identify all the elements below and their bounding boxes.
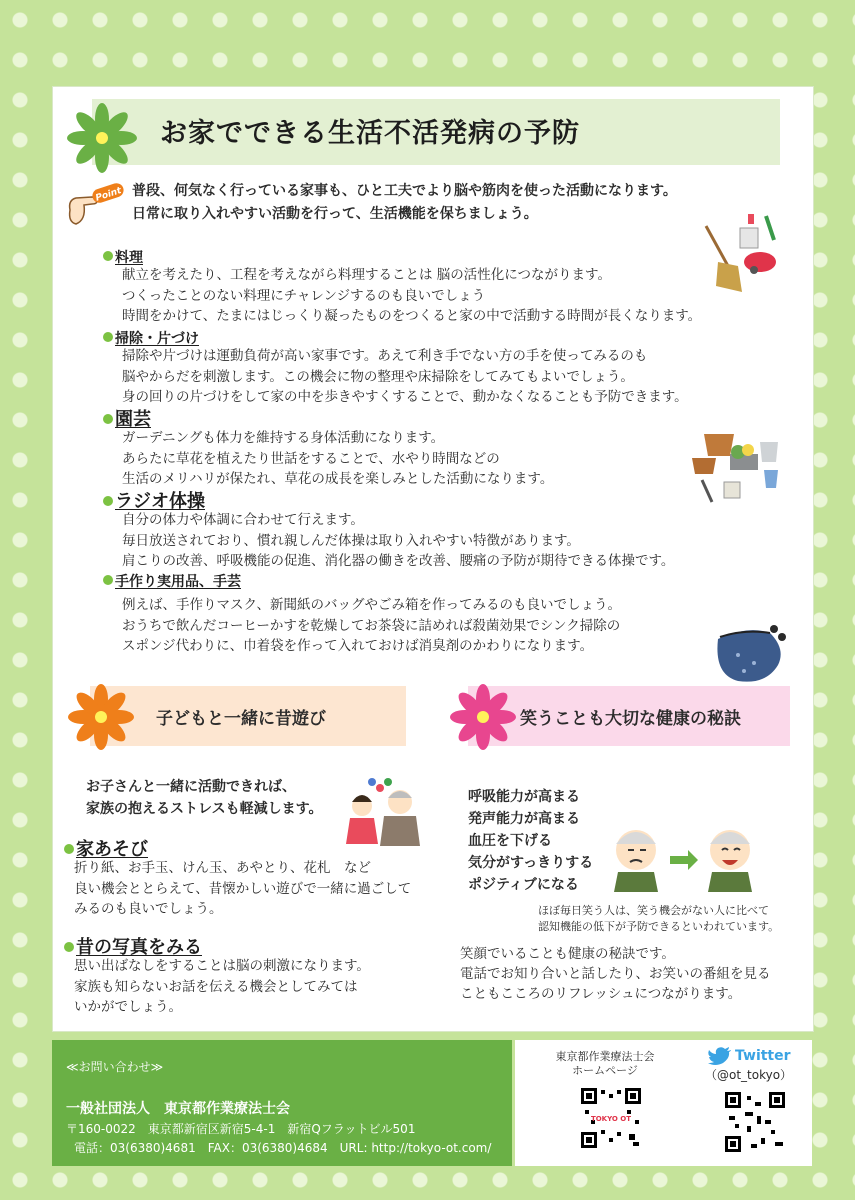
bullet-dot-icon — [103, 251, 113, 261]
point-badge: Point — [94, 186, 123, 204]
twitter-bird-icon[interactable] — [707, 1046, 733, 1068]
intro-line: 日常に取り入れやすい活動を行って、生活機能を保ちましょう。 — [132, 206, 538, 222]
page-title: お家でできる生活不活発病の予防 — [160, 118, 580, 149]
org-name: 一般社団法人 東京都作業療法士会 — [66, 1101, 290, 1117]
home-play-heading: 家あそび — [64, 835, 148, 861]
pink-flower-icon — [448, 682, 518, 752]
cleaning-tools-illustration — [696, 206, 786, 296]
org-address: 〒160-0022 東京都新宿区新宿5-4-1 新宿Qフラットビル501 — [66, 1122, 416, 1136]
old-photos-body: 思い出ばなしをすることは脳の刺激になります。 家族も知らないお話を伝える機会としてみては いかがでしょう。 — [74, 958, 370, 1015]
contact-box — [52, 1040, 512, 1166]
kids-play-intro: お子さんと一緒に活動できれば、 家族の抱えるストレスも軽減します。 — [86, 779, 323, 817]
section-body-handicrafts: 例えば、手作りマスク、新聞紙のバッグやごみ箱を作ってみるのも良いでしょう。 おうちで飲んだコーヒーかすを乾燥してお茶袋に詰めれば殺菌効果でシンク掃除の スポンジ代わりに、巾着袋を作って入れておけば消臭剤のかわりになります。 — [122, 597, 621, 654]
intro-text — [132, 180, 677, 226]
orange-flower-icon — [66, 682, 136, 752]
twitter-qr-code[interactable] — [723, 1090, 787, 1154]
section-heading-radio-exercise: ラジオ体操 — [103, 487, 205, 513]
laughter-research-note: ほぼ毎日笑う人は、笑う機会がない人に比べて 認知機能の低下が予防できるといわれています。 — [538, 904, 780, 933]
twitter-handle[interactable]: （@ot_tokyo） — [705, 1068, 793, 1082]
kids-play-title: 子どもと一緒に昔遊び — [156, 709, 326, 729]
section-body-cleaning: 掃除や片づけは運動負荷が高い家事です。あえて利き手でない方の手を使ってみるのも 脳やからだを刺激します。この機会に物の整理や床掃除をしてみてもよいでしょう。 身の回りの片づけをして家の中を歩きやすくすることで、動かなくなることも予防できます。 — [122, 348, 688, 405]
sad-to-happy-elder-illustration — [606, 820, 762, 894]
section-body-radio-exercise: 自分の体力や体調に合わせて行えます。 毎日放送されており、慣れ親しんだ体操は取り入れやすい特徴があります。 肩こりの改善、呼吸機能の促進、消化器の働きを改善、腰痛の予防が期待できる体操です。 — [122, 512, 675, 569]
old-photos-heading: 昔の写真をみる — [64, 933, 202, 959]
intro-line: 普段、何気なく行っている家事も、ひと工夫でより脳や筋肉を使った活動になります。 — [132, 183, 677, 199]
bullet-dot-icon — [64, 942, 74, 952]
homepage-label: 東京都作業療法士会 ホームページ — [555, 1050, 655, 1077]
org-phone-url[interactable]: 電話：03(6380)4681 FAX：03(6380)4684 URL: http://tokyo-ot.com/ — [74, 1141, 492, 1155]
laughter-benefits-list: 呼吸能力が高まる 発声能力が高まる 血圧を下げる 気分がすっきりする ポジティブになる — [468, 789, 594, 893]
home-play-body: 折り紙、お手玉、けん玉、あやとり、花札 など 良い機会ととらえて、昔懐かしい遊びで一緒に過ごして みるのも良いでしょう。 — [74, 860, 412, 917]
contact-label: ≪お問い合わせ≫ — [66, 1060, 164, 1074]
section-heading-cooking: 料理 — [103, 247, 143, 267]
gardening-tools-illustration — [690, 430, 788, 506]
section-body-gardening: ガーデニングも体力を維持する身体活動になります。 あらたに草花を植えたり世話をすることで、水やり時間などの 生活のメリハリが保たれ、草花の成長を楽しみとした活動になります。 — [122, 430, 554, 487]
pointing-hand-icon — [64, 180, 128, 232]
section-body-cooking: 献立を考えたり、工程を考えながら料理することは 脳の活性化につながります。 つくったことのない料理にチャレンジするのも良いでしょう 時間をかけて、たまにはじっくり凝ったものをつくると家の中で活動する時間が長くなります。 — [122, 267, 702, 324]
homepage-qr-code[interactable] — [579, 1086, 643, 1150]
green-flower-icon — [66, 102, 138, 174]
laughter-closing-text: 笑顔でいることも健康の秘訣です。 電話でお知り合いと話したり、お笑いの番組を見る こともこころのリフレッシュにつながります。 — [460, 946, 771, 1002]
qr-center-text: TOKYO OT — [590, 1115, 632, 1123]
bullet-dot-icon — [103, 332, 113, 342]
section-heading-cleaning: 掃除・片づけ — [103, 328, 199, 348]
grandparent-child-illustration — [340, 776, 430, 852]
drawstring-bag-illustration — [708, 615, 792, 685]
bullet-dot-icon — [103, 496, 113, 506]
laughter-title: 笑うことも大切な健康の秘訣 — [520, 709, 741, 729]
bullet-dot-icon — [103, 575, 113, 585]
bullet-dot-icon — [103, 414, 113, 424]
qr-code-box — [515, 1040, 812, 1166]
section-heading-gardening: 園芸 — [103, 405, 151, 431]
section-heading-handicrafts: 手作り実用品、手芸 — [103, 571, 241, 591]
twitter-label[interactable]: Twitter — [735, 1048, 791, 1064]
bullet-dot-icon — [64, 844, 74, 854]
